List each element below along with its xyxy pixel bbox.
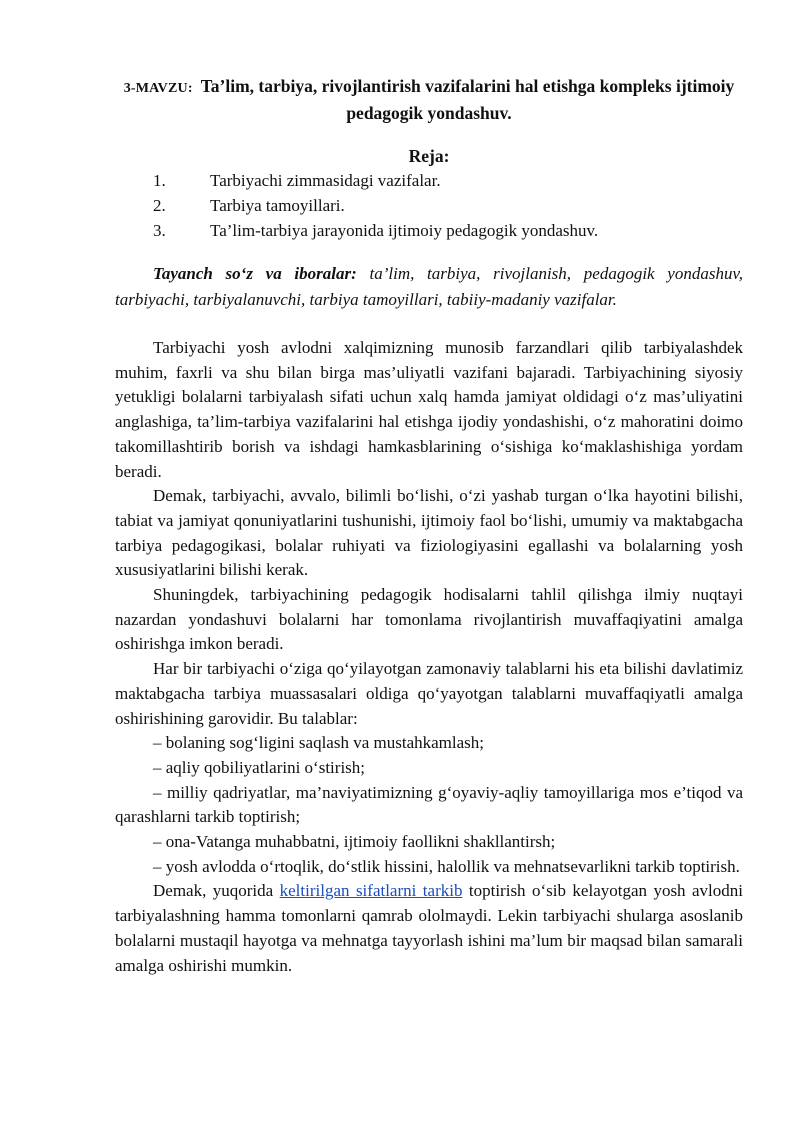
list-item: – aqliy qobiliyatlarini o‘stirish;	[153, 757, 366, 777]
paragraph-text: toptirish o‘sib kelayotgan yosh avlodni tarbiyalashning hamma tomonlarni qamrab ololmaydi. Lekin tarbiyachi shularga asoslanib bolalarni mustaqil hayotga va mehnatga tayyorlash ishini ma’lum bir maqsad bilan samarali amalga oshirishi mumkin.	[115, 881, 743, 975]
paragraph: Shuningdek, tarbiyachining pedagogik hodisalarni tahlil qilishga ilmiy nuqtayi nazardan yondashuvi bolalarni har tomonlama rivojlantirish muvaffaqiyatini amalga oshirishga imkon beradi.	[115, 585, 743, 654]
topic-title: Ta’lim, tarbiya, rivojlantirish vazifalarini hal etishga kompleks ijtimoiy pedagogik yondashuv.	[200, 76, 735, 123]
keywords-paragraph	[115, 261, 743, 312]
plan-item-number: 3.	[153, 221, 166, 240]
plan-list	[115, 168, 743, 243]
plan-item-number: 2.	[153, 196, 166, 215]
paragraph-text: Demak, yuqorida	[153, 881, 280, 901]
keywords-text: ta’lim, tarbiya, rivojlanish, pedagogik yondashuv, tarbiyachi, tarbiyalanuvchi, tarbiya tamoyillari, tabiiy-madaniy vazifalar.	[115, 264, 743, 309]
plan-item-text: Tarbiya tamoyillari.	[210, 196, 345, 215]
paragraph	[115, 879, 743, 978]
list-item: – bolaning sog‘ligini saqlash va mustahkamlash;	[153, 733, 484, 753]
paragraph: Har bir tarbiyachi o‘ziga qo‘yilayotgan zamonaviy talablarni his eta bilishi davlatimiz maktabgacha tarbiya muassasalari oldiga qo‘yayotgan talablarni muvaffaqiyatli amalga oshirishining garovidir. Bu talablar:	[115, 659, 743, 728]
keywords-label: Tayanch so‘z va iboralar:	[153, 264, 357, 283]
body-text	[115, 336, 743, 978]
hyperlink[interactable]: keltirilgan sifatlarni tarkib	[279, 881, 463, 901]
plan-item-number: 1.	[153, 171, 166, 190]
list-item: – milliy qadriyatlar, ma’naviyatimizning g‘oyaviy-aqliy tamoyillariga mos e’tiqod va qarashlarni tarkib toptirish;	[115, 782, 743, 827]
list-item: – ona-Vatanga muhabbatni, ijtimoiy faollikni shakllantirsh;	[153, 832, 556, 852]
paragraph: Tarbiyachi yosh avlodni xalqimizning munosib farzandlari qilib tarbiyalashdek muhim, faxrli va shu bilan birga mas’uliyatli vazifani bajaradi. Tarbiyachining siyosiy yetukligi bolalarni tarbiyalash sifati uchun xalq hamda jamiyat oldidagi o‘z mas’uliyatini anglashiga, ta’lim-tarbiya vazifalarini hal etishga ijodiy yondashishi, o‘z mahoratini doimo takomillashtirib borish va ishdagi hamkasblarining o‘sishiga ko‘maklashishiga yordam beradi.	[115, 338, 743, 481]
document-content	[115, 74, 743, 978]
plan-item	[115, 168, 743, 193]
plan-item	[115, 193, 743, 218]
paragraph: Demak, tarbiyachi, avvalo, bilimli bo‘lishi, o‘zi yashab turgan o‘lka hayotini bilishi, tabiat va jamiyat qonuniyatlarini tushunishi, ijtimoiy faol bo‘lishi, umumiy va maktabgacha tarbiya pedagogikasi, bolalar ruhiyati va fiziologiyasini egallashi va bolalarning yosh xususiyatlarini bilishi kerak.	[115, 486, 743, 580]
list-item: – yosh avlodda o‘rtoqlik, do‘stlik hissini, halollik va mehnatsevarlikni tarkib toptirish.	[153, 856, 740, 876]
plan-heading: Reja:	[408, 146, 450, 166]
plan-item-text: Tarbiyachi zimmasidagi vazifalar.	[210, 171, 441, 190]
plan-item-text: Ta’lim-tarbiya jarayonida ijtimoiy pedagogik yondashuv.	[210, 221, 599, 240]
plan-item	[115, 218, 743, 243]
page-title	[115, 74, 743, 125]
topic-label: 3-MAVZU:	[123, 81, 193, 96]
